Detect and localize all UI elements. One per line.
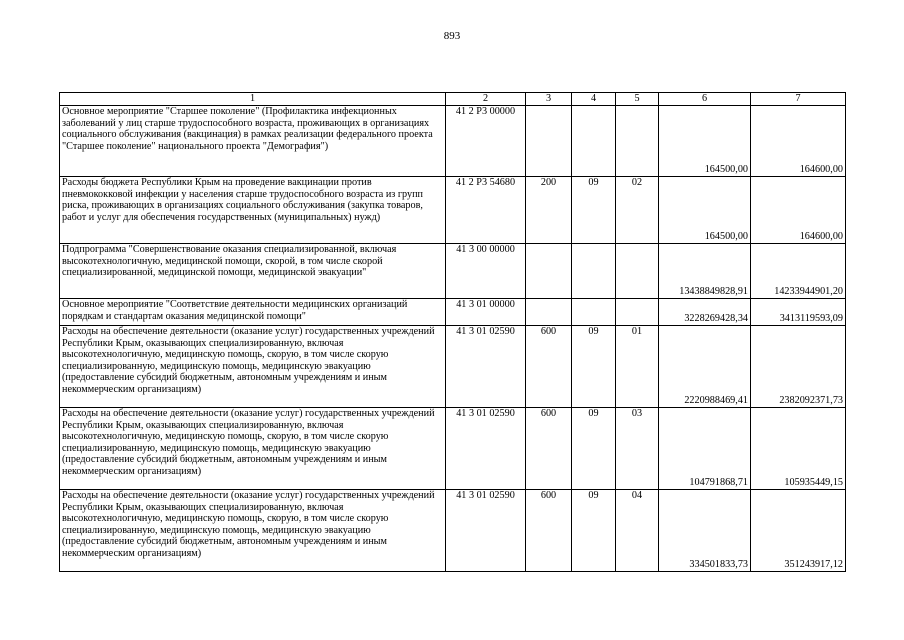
amount-year-1: 334501833,73 [659,490,751,572]
amount-year-2: 164600,00 [751,106,846,177]
amount-year-2: 14233944901,20 [751,244,846,299]
table-row [60,299,846,326]
budget-table [59,92,846,572]
page-number: 893 [443,30,461,42]
amount-year-1: 164500,00 [659,177,751,244]
header-row [60,93,846,106]
table-row [60,244,846,299]
row-description: Подпрограмма "Совершенствование оказания специализированной, включая высокотехнологичную, медицинской помощи, скорой, в том числе скорой специализированной, медицинской помощи, медицинской эвакуации" [60,244,446,299]
expense-type-code: 200 [526,177,572,244]
amount-year-2: 105935449,15 [751,408,846,490]
table-row [60,408,846,490]
section-code [572,244,616,299]
section-code [572,106,616,177]
amount-year-1: 104791868,71 [659,408,751,490]
amount-year-1: 13438849828,91 [659,244,751,299]
expense-type-code: 600 [526,326,572,408]
row-description: Расходы на обеспечение деятельности (оказание услуг) государственных учреждений Республики Крым, оказывающих специализированную, включая высокотехнологичную, медицинскую помощь, скорую, в том числе скорую специализированную, медицинскую помощь, медицинскую эвакуацию (предоставление субсидий бюджетным, автономным учреждениям и иным некоммерческим организациям) [60,408,446,490]
expense-type-code [526,299,572,326]
row-description: Основное мероприятие "Старшее поколение" (Профилактика инфекционных заболеваний у лиц старше трудоспособного возраста, проживающих в организациях социального обслуживания (вакцинация) в рамках реализации федерального проекта "Старшее поколение" национального проекта "Демография") [60,106,446,177]
expense-type-code: 600 [526,490,572,572]
table-row [60,177,846,244]
column-header: 4 [572,93,616,106]
section-code: 09 [572,490,616,572]
amount-year-2: 351243917,12 [751,490,846,572]
table-row [60,106,846,177]
section-code [572,299,616,326]
column-header: 5 [616,93,659,106]
section-code: 09 [572,177,616,244]
amount-year-2: 164600,00 [751,177,846,244]
amount-year-1: 3228269428,34 [659,299,751,326]
target-article-code: 41 3 00 00000 [446,244,526,299]
column-header: 3 [526,93,572,106]
target-article-code: 41 3 01 00000 [446,299,526,326]
table-row [60,326,846,408]
row-description: Расходы бюджета Республики Крым на проведение вакцинации против пневмококковой инфекции у населения старше трудоспособного возраста из групп риска, проживающих в организациях социального обслуживания (закупка товаров, работ и услуг для обеспечения государственных (муниципальных) нужд) [60,177,446,244]
subsection-code [616,299,659,326]
row-description: Расходы на обеспечение деятельности (оказание услуг) государственных учреждений Республики Крым, оказывающих специализированную, включая высокотехнологичную, медицинскую помощь, скорую, в том числе скорую специализированную, медицинскую помощь, медицинскую эвакуацию (предоставление субсидий бюджетным, автономным учреждениям и иным некоммерческим организациям) [60,490,446,572]
expense-type-code [526,244,572,299]
row-description: Расходы на обеспечение деятельности (оказание услуг) государственных учреждений Республики Крым, оказывающих специализированную, включая высокотехнологичную, медицинскую помощь, скорую, в том числе скорую специализированную, медицинскую помощь, медицинскую эвакуацию (предоставление субсидий бюджетным, автономным учреждениям и иным некоммерческим организациям) [60,326,446,408]
amount-year-1: 2220988469,41 [659,326,751,408]
target-article-code: 41 3 01 02590 [446,490,526,572]
target-article-code: 41 2 P3 00000 [446,106,526,177]
target-article-code: 41 3 01 02590 [446,408,526,490]
amount-year-2: 3413119593,09 [751,299,846,326]
table-row [60,490,846,572]
target-article-code: 41 3 01 02590 [446,326,526,408]
row-description: Основное мероприятие "Соответствие деятельности медицинских организаций порядкам и стандартам оказания медицинской помощи" [60,299,446,326]
amount-year-2: 2382092371,73 [751,326,846,408]
column-header: 2 [446,93,526,106]
subsection-code: 01 [616,326,659,408]
subsection-code: 04 [616,490,659,572]
expense-type-code: 600 [526,408,572,490]
target-article-code: 41 2 P3 54680 [446,177,526,244]
section-code: 09 [572,326,616,408]
expense-type-code [526,106,572,177]
column-header: 7 [751,93,846,106]
subsection-code [616,244,659,299]
column-header: 1 [60,93,446,106]
section-code: 09 [572,408,616,490]
subsection-code: 03 [616,408,659,490]
subsection-code [616,106,659,177]
subsection-code: 02 [616,177,659,244]
amount-year-1: 164500,00 [659,106,751,177]
column-header: 6 [659,93,751,106]
